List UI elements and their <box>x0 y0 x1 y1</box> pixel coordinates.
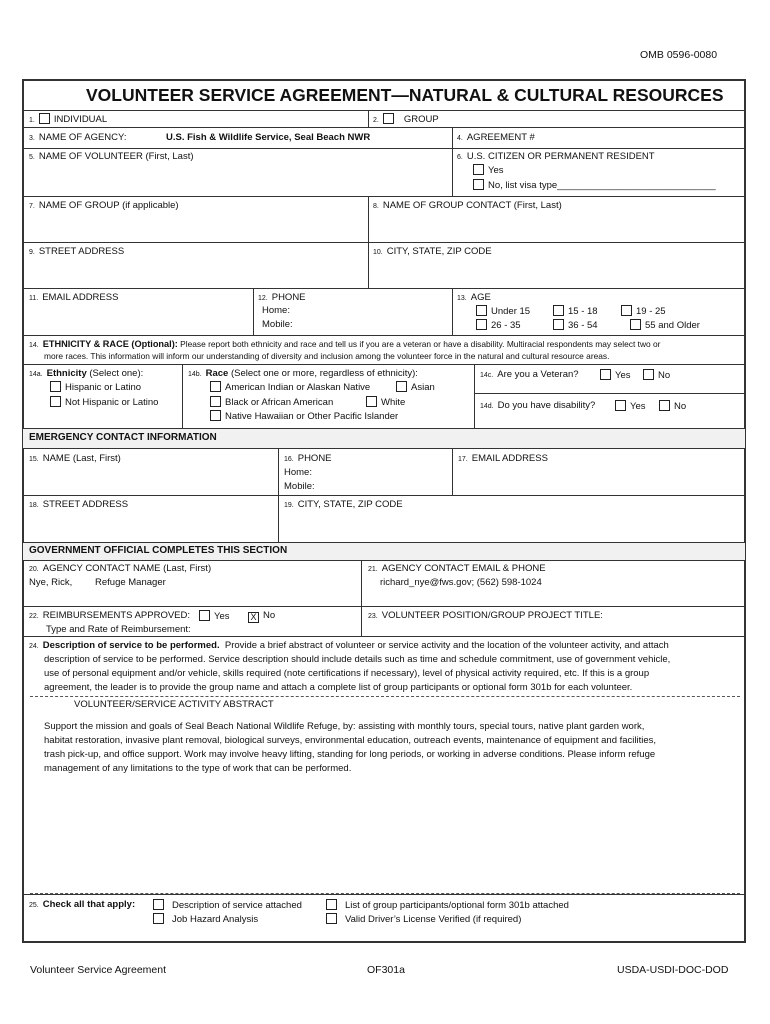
volunteer-position-field[interactable]: 23. VOLUNTEER POSITION/GROUP PROJECT TITLE: <box>368 610 603 621</box>
emergency-phone-home-field[interactable]: Home: <box>284 467 312 478</box>
citizen-no-checkbox[interactable] <box>473 179 484 190</box>
race-checkbox[interactable] <box>210 410 221 421</box>
race-option[interactable]: American Indian or Alaskan Native <box>210 381 370 394</box>
ethnicity-race-intro: 14. ETHNICITY & RACE (Optional): Please report both ethnicity and race and tell us if you are a veteran or have a disability. Multiracial respondents may select two or <box>29 339 661 349</box>
attachment-checkbox[interactable] <box>153 913 164 924</box>
abstract-line-3[interactable]: trash pick-up, and office support. Work may involve heavy lifting, standing for long periods, or working in adverse conditions. Please inform refuge <box>44 749 656 760</box>
disability-yes-checkbox[interactable] <box>615 400 626 411</box>
attachment-option[interactable]: Description of service attached <box>153 899 302 912</box>
emergency-name-field[interactable]: 15. NAME (Last, First) <box>29 453 121 464</box>
age-label: 13. AGE <box>457 292 491 303</box>
disability-yes-option[interactable]: Yes <box>615 400 646 413</box>
abstract-label: VOLUNTEER/SERVICE ACTIVITY ABSTRACT <box>74 699 274 710</box>
emergency-phone-mobile-field[interactable]: Mobile: <box>284 481 315 492</box>
race-option[interactable]: Native Hawaiian or Other Pacific Islander <box>210 410 398 423</box>
race-option[interactable]: Black or African American <box>210 396 333 409</box>
agency-contact-name-value: Nye, Rick, <box>29 577 73 588</box>
citizen-yes-checkbox[interactable] <box>473 164 484 175</box>
footer-right: USDA-USDI-DOC-DOD <box>617 964 729 976</box>
attachment-option[interactable]: List of group participants/optional form 301b attached <box>326 899 569 912</box>
attachment-option[interactable]: Job Hazard Analysis <box>153 913 258 926</box>
age-checkbox[interactable] <box>630 319 641 330</box>
veteran-no-checkbox[interactable] <box>643 369 654 380</box>
age-checkbox[interactable] <box>621 305 632 316</box>
description-line-2: description of service to be performed. Service description should include details such as time and schedule commitment, use of government vehicle, <box>44 654 671 665</box>
description-line-3: use of personal equipment and/or vehicle, skills required (note certifications if necessary), level of physical activity required, etc. If this is a group <box>44 668 650 679</box>
attachment-checkbox[interactable] <box>153 899 164 910</box>
attachment-checkbox[interactable] <box>326 913 337 924</box>
individual-option[interactable]: 1. INDIVIDUAL <box>29 114 108 125</box>
age-option[interactable]: Under 15 <box>476 305 530 318</box>
disability-label: 14d. Do you have disability? <box>480 400 596 411</box>
agency-contact-email-label: 21. AGENCY CONTACT EMAIL & PHONE <box>368 563 546 574</box>
race-label: 14b. Race (Select one or more, regardless of ethnicity): <box>188 368 418 379</box>
citizen-field-label: 6. U.S. CITIZEN OR PERMANENT RESIDENT <box>457 151 655 162</box>
ethnicity-checkbox[interactable] <box>50 396 61 407</box>
emergency-section-header: EMERGENCY CONTACT INFORMATION <box>29 432 217 443</box>
abstract-line-1[interactable]: Support the mission and goals of Seal Beach National Wildlife Refuge, by: assisting with monthly tours, special tours, native plant garden work, <box>44 721 645 732</box>
veteran-no-option[interactable]: No <box>643 369 670 382</box>
email-field[interactable]: 11. EMAIL ADDRESS <box>29 292 119 303</box>
phone-mobile-field[interactable]: Mobile: <box>262 319 293 330</box>
emergency-street-field[interactable]: 18. STREET ADDRESS <box>29 499 129 510</box>
age-option[interactable]: 36 - 54 <box>553 319 598 332</box>
agency-value: U.S. Fish & Wildlife Service, Seal Beach NWR <box>166 132 371 143</box>
age-option[interactable]: 55 and Older <box>630 319 700 332</box>
reimbursement-yes-option[interactable]: Yes <box>199 610 230 623</box>
footer-left: Volunteer Service Agreement <box>30 964 166 976</box>
age-option[interactable]: 26 - 35 <box>476 319 521 332</box>
omb-number: OMB 0596-0080 <box>640 49 718 61</box>
race-checkbox[interactable] <box>366 396 377 407</box>
reimbursements-label: 22. REIMBURSEMENTS APPROVED: <box>29 610 191 621</box>
reimbursement-type-field[interactable]: Type and Rate of Reimbursement: <box>46 624 191 635</box>
group-checkbox[interactable] <box>383 113 394 124</box>
disability-no-option[interactable]: No <box>659 400 686 413</box>
attachment-checkbox[interactable] <box>326 899 337 910</box>
group-contact-field[interactable]: 8. NAME OF GROUP CONTACT (First, Last) <box>373 200 562 211</box>
form-title: VOLUNTEER SERVICE AGREEMENT—NATURAL & CULTURAL RESOURCES <box>86 85 724 105</box>
government-section-header: GOVERNMENT OFFICIAL COMPLETES THIS SECTION <box>29 545 288 556</box>
race-checkbox[interactable] <box>210 396 221 407</box>
street-address-field[interactable]: 9. STREET ADDRESS <box>29 246 125 257</box>
age-checkbox[interactable] <box>553 305 564 316</box>
race-checkbox[interactable] <box>396 381 407 392</box>
race-option[interactable]: Asian <box>396 381 435 394</box>
agreement-number-field[interactable]: 4. AGREEMENT # <box>457 132 535 143</box>
emergency-city-field[interactable]: 19. CITY, STATE, ZIP CODE <box>284 499 403 510</box>
reimbursement-no-checkbox[interactable]: X <box>248 612 259 623</box>
footer-center: OF301a <box>367 964 405 976</box>
reimbursement-yes-checkbox[interactable] <box>199 610 210 621</box>
agency-field[interactable]: 3. NAME OF AGENCY: <box>29 132 127 143</box>
ethnicity-checkbox[interactable] <box>50 381 61 392</box>
city-state-zip-field[interactable]: 10. CITY, STATE, ZIP CODE <box>373 246 492 257</box>
phone-field-label: 12. PHONE <box>258 292 306 303</box>
age-checkbox[interactable] <box>553 319 564 330</box>
age-checkbox[interactable] <box>476 319 487 330</box>
veteran-yes-checkbox[interactable] <box>600 369 611 380</box>
group-name-field[interactable]: 7. NAME OF GROUP (if applicable) <box>29 200 179 211</box>
agency-contact-name-label: 20. AGENCY CONTACT NAME (Last, First) <box>29 563 212 574</box>
disability-no-checkbox[interactable] <box>659 400 670 411</box>
attachment-option[interactable]: Valid Driver’s License Verified (if required) <box>326 913 521 926</box>
ethnicity-option[interactable]: Not Hispanic or Latino <box>50 396 158 409</box>
ethnicity-race-intro-2: more races. This information will inform our understanding of diversity and inclusion among the volunteer force in the natural and cultural resource areas. <box>44 351 610 361</box>
individual-checkbox[interactable] <box>39 113 50 124</box>
citizen-no-option[interactable]: No, list visa type______________________________ <box>473 179 716 192</box>
volunteer-name-field[interactable]: 5. NAME OF VOLUNTEER (First, Last) <box>29 151 194 162</box>
citizen-yes-option[interactable]: Yes <box>473 164 504 177</box>
age-option[interactable]: 19 - 25 <box>621 305 666 318</box>
description-line-1: 24. Description of service to be performed. Provide a brief abstract of volunteer or service activity and the location of the volunteer activity, and attach <box>29 640 669 651</box>
agency-contact-role-value: Refuge Manager <box>95 577 166 588</box>
abstract-line-4[interactable]: management of any limitations to the type of work that can be performed. <box>44 763 352 774</box>
age-checkbox[interactable] <box>476 305 487 316</box>
emergency-email-field[interactable]: 17. EMAIL ADDRESS <box>458 453 548 464</box>
ethnicity-option[interactable]: Hispanic or Latino <box>50 381 141 394</box>
group-option[interactable]: 2. GROUP <box>373 114 439 125</box>
age-option[interactable]: 15 - 18 <box>553 305 598 318</box>
veteran-label: 14c. Are you a Veteran? <box>480 369 579 380</box>
phone-home-field[interactable]: Home: <box>262 305 290 316</box>
agency-contact-email-value: richard_nye@fws.gov; (562) 598-1024 <box>380 577 542 588</box>
description-line-4: agreement, the leader is to provide the group name and attach a complete list of group participants or optional form 301b for each volunteer. <box>44 682 633 693</box>
reimbursement-no-option[interactable]: X No <box>248 610 275 623</box>
race-option[interactable]: White <box>366 396 405 409</box>
veteran-yes-option[interactable]: Yes <box>600 369 631 382</box>
race-checkbox[interactable] <box>210 381 221 392</box>
abstract-line-2[interactable]: habitat restoration, invasive plant removal, biological surveys, environmental education, outreach events, maintenance of equipment and facilities, <box>44 735 657 746</box>
ethnicity-label: 14a. Ethnicity (Select one): <box>29 368 144 379</box>
emergency-phone-label: 16. PHONE <box>284 453 332 464</box>
check-all-label: 25. Check all that apply: <box>29 899 136 910</box>
